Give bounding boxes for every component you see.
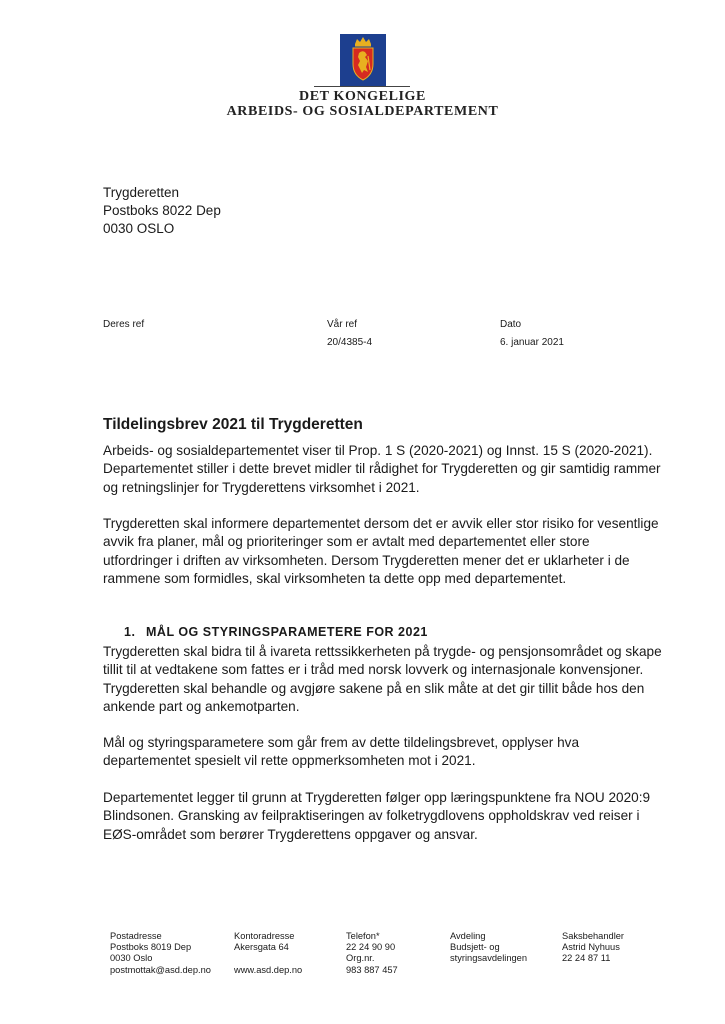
text-line: rammene som formidles, skal virksomheten ta dette opp med departementet. (103, 570, 567, 586)
footer-value: Astrid Nyhuus (562, 942, 620, 953)
footer-saksbehandler (562, 931, 624, 965)
section-1-paragraph-2 (103, 734, 663, 771)
footer-telefon (346, 931, 398, 976)
footer-value: 0030 Oslo (110, 953, 153, 964)
footer-label: Saksbehandler (562, 931, 625, 941)
recipient-city: 0030 OSLO (103, 221, 175, 236)
text-line: tillit til at vedtakene som fattes er i tråd med norsk lovverk og internasjonale konvensjoner. (103, 662, 644, 678)
footer-label: Avdeling (450, 931, 486, 941)
footer-label: Postadresse (110, 931, 162, 941)
text-line: Mål og styringsparametere som går frem av dette tildelingsbrevet, opplyser hva (103, 735, 580, 750)
deres-ref-label: Deres ref (103, 319, 145, 330)
text-line: departementet spesielt vil rette oppmerksomheten mot i 2021. (103, 753, 476, 769)
footer-value: 22 24 87 11 (562, 953, 611, 964)
text-line: Trygderetten skal bidra til å ivareta rettssikkerheten på trygde- og pensjonsområdet og skape (103, 644, 662, 659)
footer-value: Akersgata 64 (234, 942, 289, 953)
text-line: Arbeids- og sosialdepartementet viser til Prop. 1 S (2020-2021) og Innst. 15 S (2020-2021). (103, 443, 653, 458)
dato-value: 6. januar 2021 (500, 337, 564, 348)
department-line-1: DET KONGELIGE (299, 89, 426, 104)
section-1-heading (124, 625, 428, 639)
text-line: EØS-området som berører Trygderettens oppgaver og ansvar. (103, 826, 478, 842)
coat-of-arms-logo (340, 34, 386, 86)
var-ref-label: Vår ref (327, 319, 358, 330)
footer-kontoradresse (234, 931, 302, 976)
inform-paragraph (103, 515, 663, 588)
intro-paragraph (103, 442, 663, 497)
text-line: Trygderetten skal informere departementet dersom det er avvik eller stor risiko for vesentlige (103, 516, 659, 531)
letter-title: Tildelingsbrev 2021 til Trygderetten (103, 416, 363, 433)
text-line: Departementet stiller i dette brevet midler til rådighet for Trygderetten og gir samtidig rammer (103, 461, 661, 477)
footer-value: Org.nr. (346, 953, 375, 964)
text-line: utfordringer i driften av virksomheten. Dersom Trygderetten mener det er uklarheter i de (103, 552, 630, 568)
text-line: Departementet legger til grunn at Trygderetten følger opp læringspunktene fra NOU 2020:9 (103, 790, 651, 805)
footer-avdeling (450, 931, 527, 965)
recipient-address (103, 184, 221, 238)
department-line-2: ARBEIDS- OG SOSIALDEPARTEMENT (226, 104, 499, 119)
logo-divider (314, 86, 410, 87)
footer-website: www.asd.dep.no (234, 964, 303, 975)
footer-label: Telefon* (346, 931, 380, 941)
footer-value (234, 953, 302, 964)
section-1-paragraph-1 (103, 643, 663, 716)
var-ref-value: 20/4385-4 (327, 337, 373, 348)
text-line: avvik fra planer, mål og prioriteringer som er avtalt med departementet eller store (103, 534, 590, 550)
text-line: og retningslinjer for Trygderettens virksomhet i 2021. (103, 479, 420, 495)
footer-value: styringsavdelingen (450, 953, 528, 964)
footer-value: 22 24 90 90 (346, 942, 396, 953)
section-number: 1. (124, 625, 136, 639)
section-title: MÅL OG STYRINGSPARAMETERE FOR 2021 (146, 625, 428, 639)
recipient-name: Trygderetten (103, 185, 180, 200)
lion-crest-icon (340, 34, 386, 86)
section-1-paragraph-3 (103, 789, 663, 844)
recipient-street: Postboks 8022 Dep (103, 203, 221, 218)
dato-label: Dato (500, 319, 522, 330)
footer-label: Kontoradresse (234, 931, 295, 941)
text-line: ankende part og ankemotparten. (103, 698, 300, 714)
footer-email: postmottak@asd.dep.no (110, 964, 211, 975)
footer-value: Budsjett- og (450, 942, 500, 953)
footer-value: Postboks 8019 Dep (110, 942, 192, 953)
footer-value: 983 887 457 (346, 964, 398, 975)
text-line: Trygderetten skal behandle og avgjøre sakene på en slik måte at det gir tillit både hos den (103, 680, 645, 696)
footer-postadresse (110, 931, 211, 976)
text-line: Blindsonen. Gransking av feilpraktiseringen av folketrygdlovens oppholdskrav ved reiser i (103, 808, 640, 824)
